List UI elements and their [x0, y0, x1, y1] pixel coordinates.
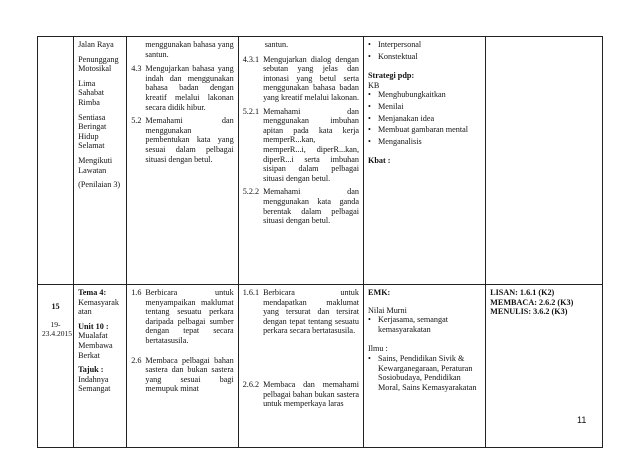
week-cell	[38, 37, 74, 285]
bullet-text: Interpersonal	[378, 40, 422, 49]
bullet-icon: •	[368, 40, 371, 49]
bullet-item	[368, 52, 481, 62]
kbat-label: Kbat :	[368, 156, 391, 166]
strategy-cell	[364, 37, 486, 285]
assessment-cell	[486, 37, 603, 285]
standard-number: 1.6	[131, 288, 142, 297]
table-row	[38, 285, 603, 448]
bullet-item	[368, 125, 481, 135]
title-text: Indahnya Semangat	[78, 374, 111, 394]
theme-text: Kemasyarakatan	[78, 297, 120, 317]
bullet-icon: •	[368, 101, 371, 111]
standard-text: Memahami dan menggunakan imbuhan apitan pada kata kerja memperR...kan, memperR...i, diperR...kan, diperR...i serta imbuhan sisipan dalam pelbagai situasi dengan betul.	[263, 106, 359, 183]
assessment-text: LISAN: 1.6.1 (K2)	[490, 288, 555, 297]
table-row	[38, 37, 603, 285]
title-label: Tajuk :	[78, 365, 104, 375]
standard-text: Membaca dan memahami pelbagai bahan bukan sastera untuk memperkaya laras	[263, 379, 359, 409]
bullet-text: Sains, Pendidikan Sivik & Kewarganegaraan, Peraturan Sosiobudaya, Pendidikan Moral, Sains Kemasyarakatan	[378, 353, 477, 392]
bullet-item	[368, 137, 481, 147]
standard-number: 1.6.1	[242, 288, 260, 297]
standard-number: 5.2.1	[242, 106, 260, 116]
topic-text: Lima Sahabat Rimba	[78, 78, 105, 107]
standard-text: Memahami dan menggunakan kata ganda berentak dalam pelbagai situasi dengan betul.	[263, 187, 359, 226]
standard-kandungan-cell	[127, 285, 239, 448]
bullet-text: Menjanakan idea	[378, 113, 435, 123]
strategy-heading: Strategi pdp:	[368, 71, 415, 81]
bullet-item	[368, 102, 481, 112]
bullet-item	[368, 90, 481, 100]
standard-text: Berbicara untuk mendapatkan maklumat yang tersurat dan tersirat dengan tepat tentang sesuatu perkara secara bertatasusila.	[263, 288, 359, 336]
assessment-text: MENULIS: 3.6.2 (K3)	[490, 307, 568, 317]
bullet-text: Menilai	[378, 101, 404, 111]
topic-text: Hidup Selamat	[78, 131, 105, 151]
standard-number: 4.3.1	[242, 54, 260, 64]
unit-label: Unit 10 :	[78, 321, 109, 331]
standard-text: Memahami dan menggunakan pembentukan kata yang sesuai dalam pelbagai situasi dengan betul.	[145, 116, 234, 164]
bullet-icon: •	[368, 51, 371, 61]
bullet-text: Konstektual	[378, 51, 418, 61]
standard-text: menggunakan bahasa yang santun.	[145, 40, 234, 59]
ilmu-label: Ilmu :	[368, 344, 388, 354]
standard-item	[131, 64, 234, 112]
standard-kandungan-cell	[127, 37, 239, 285]
standard-item	[131, 116, 234, 164]
standard-pembelajaran-cell	[238, 37, 363, 285]
bullet-text: Kerjasama, semangat kemasyarakatan	[378, 315, 449, 334]
standard-number: 5.2	[131, 116, 142, 126]
topic-text: (Penilaian 3)	[78, 180, 121, 190]
standard-text: Berbicara untuk menyampaikan maklumat tentang sesuatu perkara daripada pelbagai sumber dengan tepat secara bertatasusila.	[145, 288, 234, 345]
kb-label: KB	[368, 80, 380, 90]
bullet-icon: •	[368, 353, 371, 363]
standard-text: Mengujarkan bahasa yang indah dan menggunakan bahasa badan dengan kreatif melalui lakonan secara didik hibur.	[145, 64, 234, 112]
nilai-label: Nilai Murni	[368, 305, 407, 315]
theme-label: Tema 4:	[78, 288, 107, 297]
standard-text: Mengujarkan dialog dengan sebutan yang jelas dan intonasi yang betul serta menggunakan bahasa badan yang kreatif melalui lakonan.	[263, 54, 360, 102]
week-cell	[38, 285, 74, 448]
bullet-item	[368, 354, 481, 392]
bullet-text: Menganalisis	[378, 136, 422, 146]
topic-text: Mengikuti Lawatan	[78, 155, 113, 175]
assessment-text: MEMBACA: 2.6.2 (K3)	[490, 297, 574, 307]
topic-cell	[74, 37, 127, 285]
bullet-icon: •	[368, 136, 371, 146]
standard-number: 2.6	[131, 355, 142, 365]
bullet-text: Membuat gambaran mental	[378, 125, 469, 135]
bullet-icon: •	[368, 315, 371, 325]
standard-text: Membaca pelbagai bahan sastera dan bukan sastera yang sesuai bagi memupuk minat	[145, 355, 234, 394]
standard-item	[243, 187, 359, 225]
standard-item	[243, 107, 359, 184]
standard-item	[131, 356, 234, 394]
week-number: 15	[51, 302, 60, 311]
bullet-item	[368, 114, 481, 124]
topic-text: Jalan Raya	[78, 40, 114, 49]
bullet-item	[368, 315, 481, 334]
unit-text: Mualafat Membawa Berkat	[78, 331, 113, 360]
bullet-text: Menghubungkaitkan	[378, 90, 446, 100]
standard-number: 4.3	[131, 64, 142, 74]
topic-cell	[74, 285, 127, 448]
standard-text: santun.	[264, 40, 289, 49]
standard-item	[243, 55, 359, 103]
standard-item	[243, 288, 359, 336]
standard-item	[131, 288, 234, 346]
standard-pembelajaran-cell	[238, 285, 363, 448]
lesson-plan-table	[37, 36, 603, 448]
standard-number: 2.6.2	[242, 379, 260, 389]
standard-number: 5.2.2	[242, 187, 260, 197]
bullet-icon: •	[368, 113, 371, 123]
bullet-icon: •	[368, 90, 371, 100]
standard-item	[243, 380, 359, 409]
topic-text: Sentiasa Beringat	[78, 112, 107, 132]
topic-text: Penunggang Motosikal	[78, 54, 119, 74]
emk-cell	[364, 285, 486, 448]
emk-heading: EMK:	[368, 288, 391, 297]
page-number: 11	[577, 415, 587, 425]
week-date: 19-23.4.2015	[42, 319, 72, 338]
bullet-icon: •	[368, 125, 371, 135]
bullet-item	[368, 40, 481, 50]
